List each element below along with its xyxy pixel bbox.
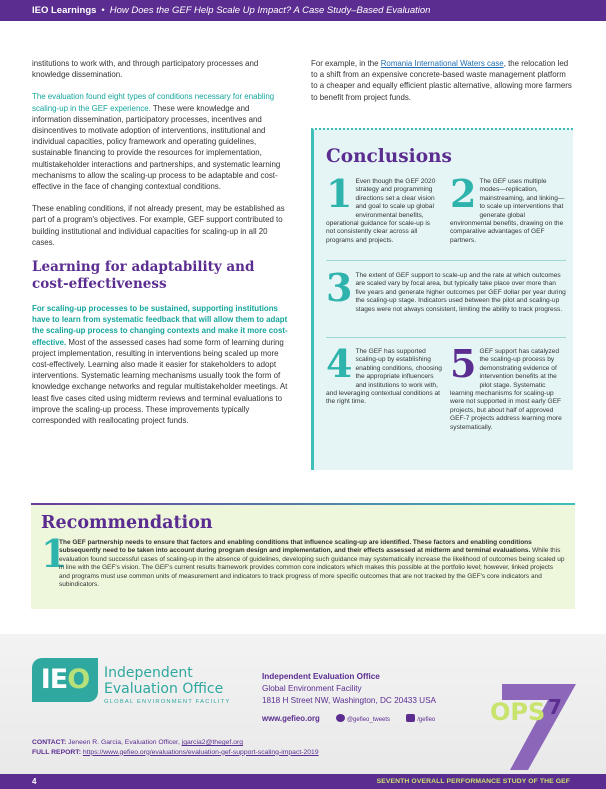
recommendation-bold: The GEF partnership needs to ensure that factors and enabling conditions that influence scaling-up are identified. These factors and enabling conditions subsequently need to be taken into account during program design and implementation, and their effects assessed at midterm and terminal evaluations.	[59, 539, 532, 555]
left-column	[32, 58, 288, 437]
conclusion-text: The GEF uses multiple modes—replication, mainstreaming, and linking—to scale up interventions that generate global environmental benefits, drawing on the comparative advantages of GEF partners.	[450, 178, 565, 244]
conclusion-number: 3	[326, 265, 353, 310]
street-address: 1818 H Street NW, Washington, DC 20433 USA	[262, 696, 436, 705]
divider	[326, 337, 566, 338]
key-finding-rest: These were knowledge and information dissemination, participatory processes, incentives and disincentives to motivate adoption of interventions, institutional and individual capacities, policy framework and operating guidelines, sustainable financing to provide the resources for implementation, multistakeholder interactions and partnerships, and systematic learning mechanisms to allow the scaling-up process to be adaptable and cost-effective in the face of changing contextual conditions.	[32, 103, 281, 192]
ops7-shape	[502, 684, 576, 770]
series-name: IEO Learnings	[32, 5, 97, 16]
recommendation-rest: While this evaluation found successful cases of scaling-up in the absence of guidelines, developing such guidance may systematically increase the likelihood of outcomes being scaled up in line with the GEF's vision. The GEF's current results framework provides common core indicators which makes this possible at the portfolio level; however, linked projects and programs must use common units of measurement and indicators to track progress of more specific outcomes that are not tracked by the GEF's core indicators and subindicators.	[59, 547, 565, 589]
org-name-line2: Evaluation Office	[104, 681, 224, 697]
contact-label: CONTACT:	[32, 739, 67, 746]
page-number: 4	[32, 777, 37, 786]
conclusion-item	[326, 341, 442, 407]
learning-rest: Most of the assessed cases had some form of learning during project implementation, resulting in interventions being scaled up more cost-effectively. Learning also made it easier for stakeholders to adopt interventions. Systematic learning mechanisms usually took the form of knowledge exchange networks and regular multistakeholder meetings. At least five cases cited using midterm reviews and terminal evaluations to improve the scaling-up process. These improvements typically corresponded with reallocating project funds.	[32, 337, 288, 426]
contact-email[interactable]: jgarcia2@thegef.org	[181, 739, 244, 746]
right-column-intro	[311, 58, 573, 103]
ops7-label: OPS	[490, 698, 546, 726]
left-paragraph-2	[32, 91, 288, 192]
conclusion-item	[450, 171, 566, 245]
conclusion-number: 5	[450, 341, 477, 386]
conclusion-text: GEF support has catalyzed the scaling-up process by demonstrating evidence of intervention benefits at the pilot stage. Systematic learning mechanisms for scaling-up were not supported in most early GEF projects, but about half of approved GEF-7 projects address learning more systematically.	[450, 348, 562, 431]
left-paragraph-4	[32, 303, 288, 426]
recommendation-text	[59, 539, 565, 589]
divider	[326, 260, 566, 261]
section-heading: Learning for adaptability and cost-effectiveness	[32, 259, 255, 293]
address-block	[262, 671, 436, 707]
twitter-handle[interactable]: @gefieo_tweets	[346, 717, 391, 723]
conclusion-text: Even though the GEF 2020 strategy and programming directions set a clear vision and goal to scale up global environmental benefits, operational guidance for scale-up is not consistently clear across all programs and projects.	[326, 178, 436, 244]
report-label: FULL REPORT:	[32, 748, 81, 756]
conclusion-number: 2	[450, 171, 477, 216]
bottom-bar	[0, 774, 606, 789]
conclusion-item	[326, 265, 566, 314]
org-subtitle: GLOBAL ENVIRONMENT FACILITY	[104, 699, 231, 705]
youtube-icon[interactable]	[406, 714, 415, 722]
conclusion-number: 1	[326, 171, 353, 216]
twitter-icon[interactable]	[336, 714, 345, 722]
left-paragraph-3: These enabling conditions, if not already present, may be established as part of a program's objectives. For example, GEF support contributed to building institutional and individual capacities for scaling-up in all 20 cases.	[32, 204, 285, 247]
contact-block	[32, 738, 319, 757]
conclusion-item	[450, 341, 566, 432]
romania-case-link[interactable]: Romania International Waters case	[380, 59, 504, 68]
logo-letters: IE	[40, 664, 68, 695]
report-url[interactable]: https://www.gefieo.org/evaluations/evaluation-gef-support-scaling-impact-2019	[82, 748, 319, 756]
ieo-logo[interactable]	[32, 658, 98, 702]
intro-text-a: For example, in the	[311, 59, 381, 68]
contact-person: Jeneen R. Garcia, Evaluation Officer,	[66, 739, 182, 746]
ops7-number: 7	[548, 695, 562, 719]
document-title: How Does the GEF Help Scale Up Impact? A Case Study–Based Evaluation	[109, 5, 431, 16]
header-bar	[0, 0, 606, 21]
ops7-logo	[488, 666, 576, 770]
left-paragraph-1: institutions to work with, and through participatory processes and knowledge dissemination.	[32, 59, 259, 80]
youtube-handle[interactable]: /gefieo	[417, 717, 436, 723]
conclusions-title: Conclusions	[326, 146, 452, 167]
facility-name: Global Environment Facility	[262, 684, 362, 693]
website-link[interactable]: www.gefieo.org	[262, 714, 320, 723]
web-links	[262, 714, 435, 723]
learning-lead: For scaling-up processes to be sustained, supporting institutions have to learn from systematic feedback that will allow them to adapt the scaling-up process to changing contexts and make it more cost-effective.	[32, 304, 288, 347]
conclusions-box	[311, 128, 573, 470]
conclusion-number: 4	[326, 341, 353, 386]
intro-text-b: , the relocation led to a shift from an expensive concrete-based waste management platform to a cheaper and equally efficient plastic alternative, allowing more farmers to benefit from project funds.	[311, 59, 572, 102]
logo-letter-o: O	[67, 664, 90, 695]
key-finding-lead: The evaluation found eight types of conditions necessary for enabling scaling-up in the GEF experience.	[32, 92, 275, 113]
conclusion-item	[326, 171, 438, 245]
recommendation-box	[31, 505, 575, 609]
header-separator: •	[101, 5, 105, 16]
office-name: Independent Evaluation Office	[262, 672, 380, 681]
conclusion-text: The extent of GEF support to scale-up and the rate at which outcomes are scaled vary by focal area, but typically take place over more than five years and generate higher outcomes per GEF dollar per year during the scaling-up stage. Indicators used between the pilot and scaling-up stages were not always consistent, limiting the ability to track progress.	[355, 272, 566, 313]
org-name-line1: Independent	[104, 665, 193, 681]
conclusion-text: The GEF has supported scaling-up by establishing enabling conditions, choosing the appropriate influencers and institutions to work with, and leveraging contextual conditions at the right time.	[326, 348, 442, 406]
study-title: SEVENTH OVERALL PERFORMANCE STUDY OF THE GEF	[376, 778, 570, 785]
recommendation-title: Recommendation	[41, 513, 213, 533]
recommendation-number: 1	[41, 531, 68, 576]
